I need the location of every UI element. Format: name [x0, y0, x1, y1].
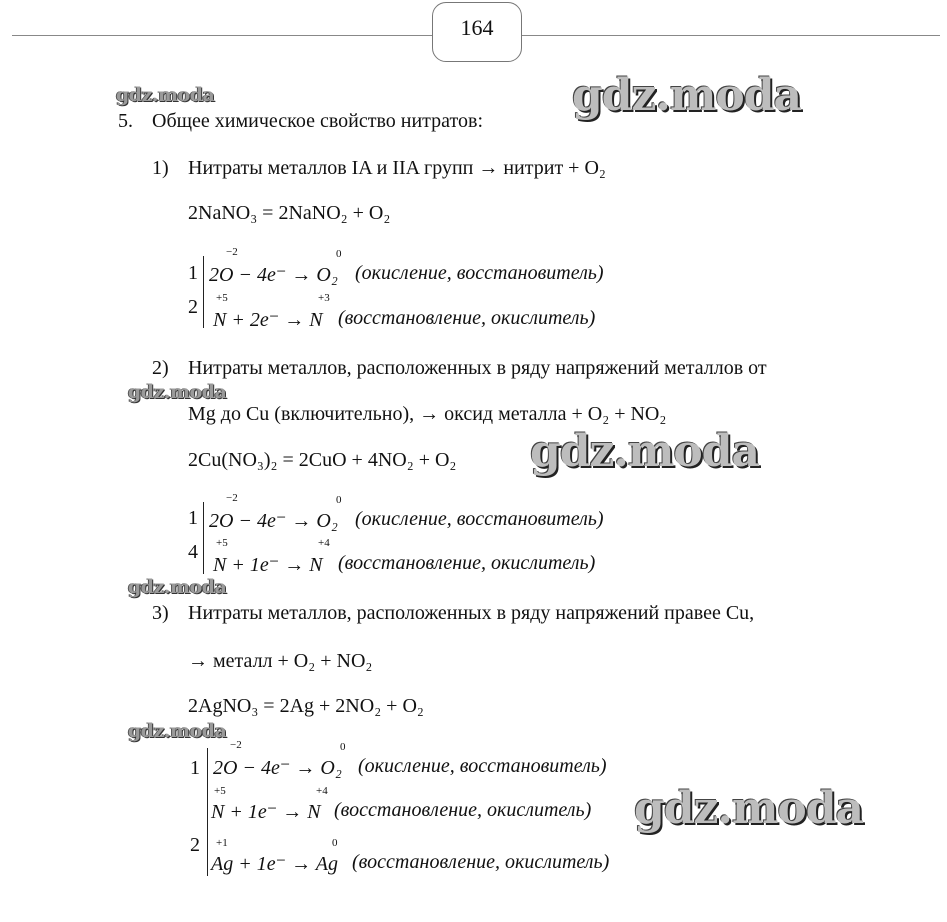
- half-reaction: 2O − 4e⁻ → O₂: [209, 264, 338, 286]
- watermark: gdz.moda: [128, 576, 227, 598]
- case-number: 2): [152, 357, 169, 379]
- watermark: gdz.moda: [572, 70, 802, 121]
- half-reaction-note: (окисление, восстановитель): [358, 755, 607, 777]
- oxidation-state: −2: [226, 492, 238, 504]
- page-number: 164: [460, 15, 494, 40]
- oxidation-state: +5: [216, 537, 228, 549]
- case-rule: Нитраты металлов IA и IIA групп → нитрит + O₂: [188, 157, 606, 179]
- oxidation-state: 0: [340, 741, 346, 753]
- reaction-equation: 2Cu(NO₃)₂ = 2CuO + 4NO₂ + O₂: [188, 449, 457, 471]
- watermark: gdz.moda: [116, 84, 215, 106]
- watermark: gdz.moda: [634, 783, 864, 834]
- oxidation-state: +5: [214, 785, 226, 797]
- page-number-box: [432, 2, 522, 62]
- case-rule: Нитраты металлов, расположенных в ряду напряжений правее Cu,: [188, 602, 755, 624]
- oxidation-state: −2: [230, 739, 242, 751]
- case-number: 3): [152, 602, 169, 624]
- balance-coefficient: 2: [188, 296, 198, 318]
- oxidation-state: 0: [336, 248, 342, 260]
- case-rule: → металл + O₂ + NO₂: [188, 650, 373, 672]
- balance-bar: [207, 748, 208, 876]
- half-reaction-note: (восстановление, окислитель): [334, 799, 592, 821]
- half-reaction: N + 2e⁻ → N: [213, 309, 323, 331]
- half-reaction-note: (восстановление, окислитель): [352, 851, 610, 873]
- case-number: 1): [152, 157, 169, 179]
- balance-coefficient: 4: [188, 541, 198, 563]
- oxidation-state: +4: [318, 537, 330, 549]
- reaction-equation: 2AgNO₃ = 2Ag + 2NO₂ + O₂: [188, 695, 424, 717]
- oxidation-state: +5: [216, 292, 228, 304]
- balance-coefficient: 1: [190, 757, 200, 779]
- half-reaction-note: (окисление, восстановитель): [355, 262, 604, 284]
- balance-bar: [203, 502, 204, 574]
- oxidation-state: +3: [318, 292, 330, 304]
- half-reaction: N + 1e⁻ → N: [211, 801, 321, 823]
- oxidation-state: 0: [332, 837, 338, 849]
- oxidation-state: 0: [336, 494, 342, 506]
- task-number: 5.: [118, 110, 133, 132]
- half-reaction: 2O − 4e⁻ → O₂: [213, 757, 342, 779]
- task-title: Общее химическое свойство нитратов:: [152, 110, 484, 132]
- half-reaction-note: (восстановление, окислитель): [338, 552, 596, 574]
- balance-coefficient: 2: [190, 834, 200, 856]
- balance-coefficient: 1: [188, 262, 198, 284]
- half-reaction: 2O − 4e⁻ → O₂: [209, 510, 338, 532]
- header-rule-left: [12, 35, 432, 36]
- balance-coefficient: 1: [188, 507, 198, 529]
- balance-bar: [203, 256, 204, 328]
- case-rule: Mg до Cu (включительно), → оксид металла + O₂ + NO₂: [188, 403, 667, 425]
- case-rule: Нитраты металлов, расположенных в ряду напряжений металлов от: [188, 357, 767, 379]
- half-reaction-note: (восстановление, окислитель): [338, 307, 596, 329]
- watermark: gdz.moda: [530, 426, 760, 477]
- oxidation-state: +1: [216, 837, 228, 849]
- half-reaction: N + 1e⁻ → N: [213, 554, 323, 576]
- half-reaction-note: (окисление, восстановитель): [355, 508, 604, 530]
- oxidation-state: +4: [316, 785, 328, 797]
- header-rule-right: [520, 35, 940, 36]
- watermark: gdz.moda: [128, 720, 227, 742]
- half-reaction: Ag + 1e⁻ → Ag: [211, 853, 339, 875]
- reaction-equation: 2NaNO₃ = 2NaNO₂ + O₂: [188, 202, 391, 224]
- watermark: gdz.moda: [128, 381, 227, 403]
- oxidation-state: −2: [226, 246, 238, 258]
